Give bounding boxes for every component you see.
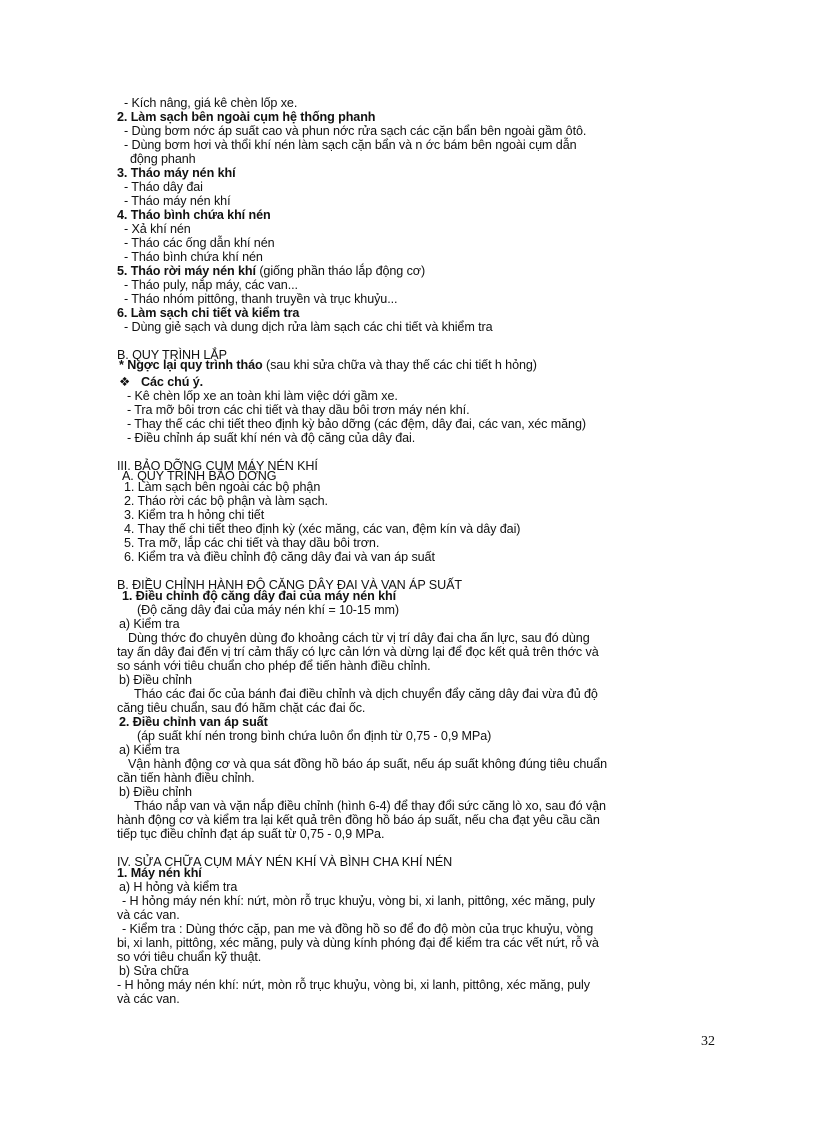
text-line: - Tháo puly, nắp máy, các van... xyxy=(124,278,298,292)
text-line: - Dùng giẻ sạch và dung dịch rửa làm sạch các chi tiết và khiểm tra xyxy=(124,320,493,334)
text-line: a) Kiểm tra xyxy=(119,743,180,757)
section-heading: 1. Máy nén khí xyxy=(117,866,202,880)
section-heading: 3. Tháo máy nén khí xyxy=(117,166,236,180)
text-line: - Tháo bình chứa khí nén xyxy=(124,250,263,264)
section-heading: IV. SỬA CHỮA CỤM MÁY NÉN KHÍ VÀ BÌNH CHA KHÍ NÉN xyxy=(117,855,453,869)
text-line: - Kiểm tra : Dùng thớc cặp, pan me và đồng hồ so để đo độ mòn của trục khuỷu, vòng xyxy=(122,922,594,936)
diamond-bullet-icon: ❖ xyxy=(119,375,131,389)
section-heading: III. BẢO DỠNG CỤM MÁY NÉN KHÍ xyxy=(117,459,318,473)
text-line: hành động cơ và kiểm tra lại kết quả trên đồng hồ báo áp suất, nếu cha đạt yêu cầu cần xyxy=(117,813,600,827)
page-number: 32 xyxy=(701,1034,715,1049)
text-line: tiếp tục điều chỉnh đạt áp suất từ 0,75 - 0,9 MPa. xyxy=(117,827,385,841)
text-line: - H hỏng máy nén khí: nứt, mòn rỗ trục khuỷu, vòng bi, xi lanh, pittông, xéc măng, puly xyxy=(122,894,595,908)
text-line: - Tháo máy nén khí xyxy=(124,194,231,208)
text-line: 5. Tra mỡ, lắp các chi tiết và thay dầu bôi trơn. xyxy=(124,536,380,550)
section-heading: B. ĐIỀU CHỈNH HÀNH ĐỘ CĂNG DÂY ĐAI VÀ VAN ÁP SUẤT xyxy=(117,578,462,592)
text-line: - Kích nâng, giá kê chèn lốp xe. xyxy=(124,96,298,110)
text-line: b) Điều chỉnh xyxy=(119,785,192,799)
text-line: b) Sửa chữa xyxy=(119,964,189,978)
text-line: Vận hành động cơ và qua sát đồng hồ báo áp suất, nếu áp suất không đúng tiêu chuẩn xyxy=(128,757,608,771)
text-line: a) H hỏng và kiểm tra xyxy=(119,880,238,894)
text-line: - Dùng bơm nớc áp suất cao và phun nớc rửa sạch các cặn bẩn bên ngoài gầm ôtô. xyxy=(124,124,587,138)
text-line: tay ấn dây đai đến vị trí cảm thấy có lực cản lớn và dừng lại để đọc kết quả trên thớc và xyxy=(117,645,599,659)
text-line: Tháo các đai ốc của bánh đai điều chỉnh và dịch chuyển đẩy căng dây đai vừa đủ độ xyxy=(134,687,598,701)
text-line: - Tra mỡ bôi trơn các chi tiết và thay dầu bôi trơn máy nén khí. xyxy=(127,403,470,417)
inline-bold: 5. Tháo rời máy nén khí xyxy=(117,264,256,278)
text-line: bi, xi lanh, pittông, xéc măng, puly và dùng kính phóng đại để kiểm tra các vết nứt, rỗ và xyxy=(117,936,599,950)
text-line: b) Điều chỉnh xyxy=(119,673,192,687)
text-line: - Tháo nhóm pittông, thanh truyền và trục khuỷu... xyxy=(124,292,398,306)
text-line: Dùng thớc đo chuyên dùng đo khoảng cách từ vị trí dây đai cha ấn lực, sau đó dùng xyxy=(128,631,590,645)
section-heading: 6. Làm sạch chi tiết và kiểm tra xyxy=(117,306,300,320)
text-line: động phanh xyxy=(130,152,196,166)
text-line: và các van. xyxy=(117,992,180,1006)
text-line: - Xả khí nén xyxy=(124,222,191,236)
text-line: cần tiến hành điều chỉnh. xyxy=(117,771,255,785)
inline-text: (giống phần tháo lắp động cơ) xyxy=(255,264,426,278)
text-line: (Độ căng dây đai của máy nén khí = 10-15 mm) xyxy=(137,603,399,617)
text-line: so sánh với tiêu chuẩn cho phép để tiến hành điều chỉnh. xyxy=(117,659,431,673)
text-line: - Điều chỉnh áp suất khí nén và độ căng của dây đai. xyxy=(127,431,416,445)
text-line: - Dùng bơm hơi và thổi khí nén làm sạch cặn bẩn và n ớc bám bên ngoài cụm dẫn xyxy=(124,138,577,152)
text-line: 3. Kiểm tra h hỏng chi tiết xyxy=(124,508,265,522)
text-line: và các van. xyxy=(117,908,180,922)
text-line: 6. Kiểm tra và điều chỉnh độ căng dây đai và van áp suất xyxy=(124,550,435,564)
section-heading: A. QUY TRÌNH BẢO DỠNG xyxy=(122,469,277,483)
text-line: căng tiêu chuẩn, sau đó hãm chặt các đai ốc. xyxy=(117,701,366,715)
section-heading: B. QUY TRÌNH LẮP xyxy=(117,348,227,362)
text-line: (áp suất khí nén trong bình chứa luôn ổn định từ 0,75 - 0,9 MPa) xyxy=(137,729,492,743)
inline-bold: * Ngợc lại quy trình tháo xyxy=(119,358,263,372)
text-line: Tháo nắp van và vặn nắp điều chỉnh (hình 6-4) để thay đổi sức căng lò xo, sau đó vận xyxy=(134,799,606,813)
text-line: - H hỏng máy nén khí: nứt, mòn rỗ trục khuỷu, vòng bi, xi lanh, pittông, xéc măng, puly xyxy=(117,978,590,992)
text-line: - Tháo dây đai xyxy=(124,180,203,194)
text-line: so với tiêu chuẩn kỹ thuật. xyxy=(117,950,262,964)
text-line xyxy=(119,358,537,372)
text-line: 2. Tháo rời các bộ phận và làm sạch. xyxy=(124,494,328,508)
section-heading: 4. Tháo bình chứa khí nén xyxy=(117,208,271,222)
text-line: 4. Thay thế chi tiết theo định kỳ (xéc măng, các van, đệm kín và dây đai) xyxy=(124,522,521,536)
text-line: 1. Làm sạch bên ngoài các bộ phận xyxy=(124,480,321,494)
inline-text: Các chú ý. xyxy=(141,375,203,389)
text-line xyxy=(117,264,425,278)
text-line xyxy=(119,375,203,389)
section-heading: 1. Điều chỉnh độ căng dây đai của máy nén khí xyxy=(122,589,397,603)
text-line: a) Kiểm tra xyxy=(119,617,180,631)
section-heading: 2. Làm sạch bên ngoài cụm hệ thống phanh xyxy=(117,110,376,124)
text-line: - Tháo các ống dẫn khí nén xyxy=(124,236,275,250)
inline-text: (sau khi sửa chữa và thay thế các chi tiết h hỏng) xyxy=(262,358,537,372)
text-line: - Thay thế các chi tiết theo định kỳ bảo dỡng (các đệm, dây đai, các van, xéc măng) xyxy=(127,417,586,431)
section-heading: 2. Điều chỉnh van áp suất xyxy=(119,715,268,729)
text-line: - Kê chèn lốp xe an toàn khi làm việc dới gầm xe. xyxy=(127,389,398,403)
